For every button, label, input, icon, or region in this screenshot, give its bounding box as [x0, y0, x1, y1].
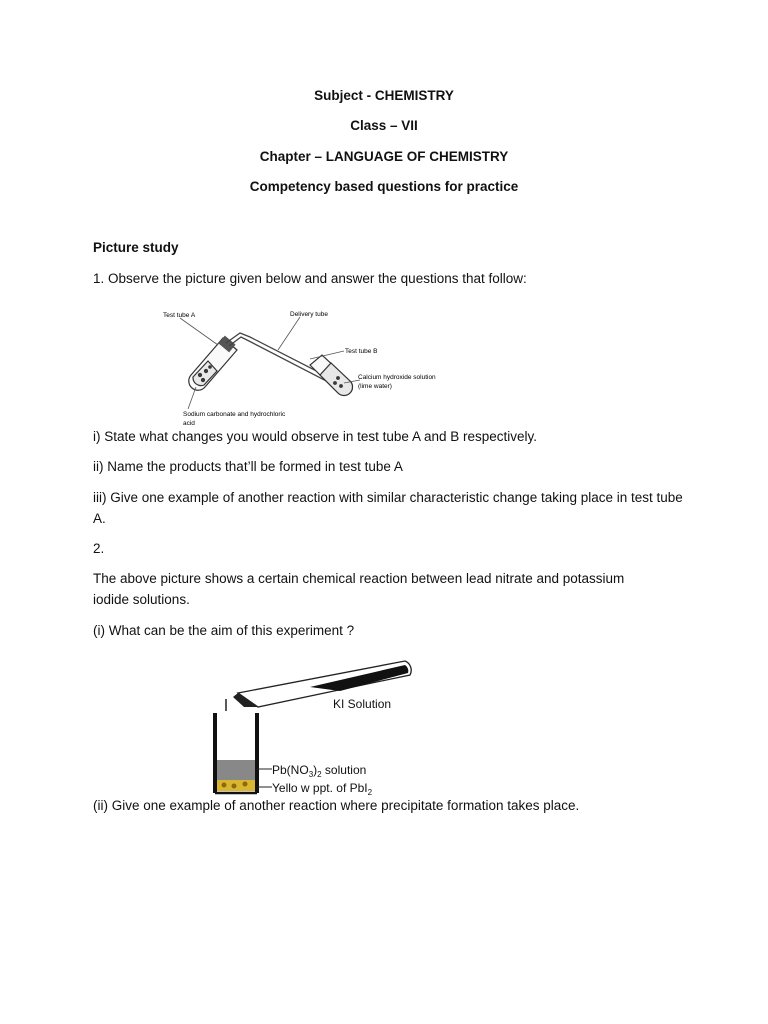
subtitle-heading: Competency based questions for practice	[249, 179, 519, 194]
label-calcium-line2: (lime water)	[358, 383, 392, 390]
chapter-heading: Chapter – LANGUAGE OF CHEMISTRY	[259, 149, 509, 164]
q1-sub-i: i) State what changes you would observe in test tube A and B respectively.	[93, 429, 538, 444]
section-title: Picture study	[93, 240, 179, 255]
label-sodium-line2: acid	[183, 420, 195, 427]
label-test-tube-a: Test tube A	[163, 312, 196, 319]
class-heading: Class – VII	[350, 118, 418, 133]
label-calcium-line1: Calcium hydroxide solution	[358, 374, 436, 381]
label-test-tube-b: Test tube B	[345, 348, 378, 355]
label-sodium-line1: Sodium carbonate and hydrochloric	[183, 411, 286, 418]
q2-sub-i: (i) What can be the aim of this experiment ?	[93, 623, 355, 638]
figure2-leader-lines	[257, 769, 272, 787]
q2-number: 2.	[93, 541, 105, 556]
q1-apparatus-figure	[160, 305, 460, 427]
q1-sub-iii: iii) Give one example of another reaction with similar characteristic change taking place in test tube A.	[93, 490, 683, 526]
q1-sub-ii: ii) Name the products that’ll be formed in test tube A	[93, 459, 403, 474]
label-ki-solution: KI Solution	[333, 697, 392, 711]
label-lead-nitrate: $Pb(NO_3)_2$ solution	[272, 763, 367, 779]
q2-precipitate-figure	[200, 655, 440, 800]
q2-sub-ii: (ii) Give one example of another reaction where precipitate formation takes place.	[93, 798, 580, 813]
q1-prompt: 1. Observe the picture given below and answer the questions that follow:	[93, 271, 527, 286]
q2-description: The above picture shows a certain chemical reaction between lead nitrate and potassium iodide solutions.	[93, 571, 625, 607]
label-yellow-ppt: Yello w ppt. of PbI$_2$	[272, 781, 373, 797]
lead-nitrate-tube-shape	[215, 713, 257, 793]
subject-heading: Subject - CHEMISTRY	[314, 88, 454, 103]
label-delivery-tube: Delivery tube	[290, 311, 328, 318]
